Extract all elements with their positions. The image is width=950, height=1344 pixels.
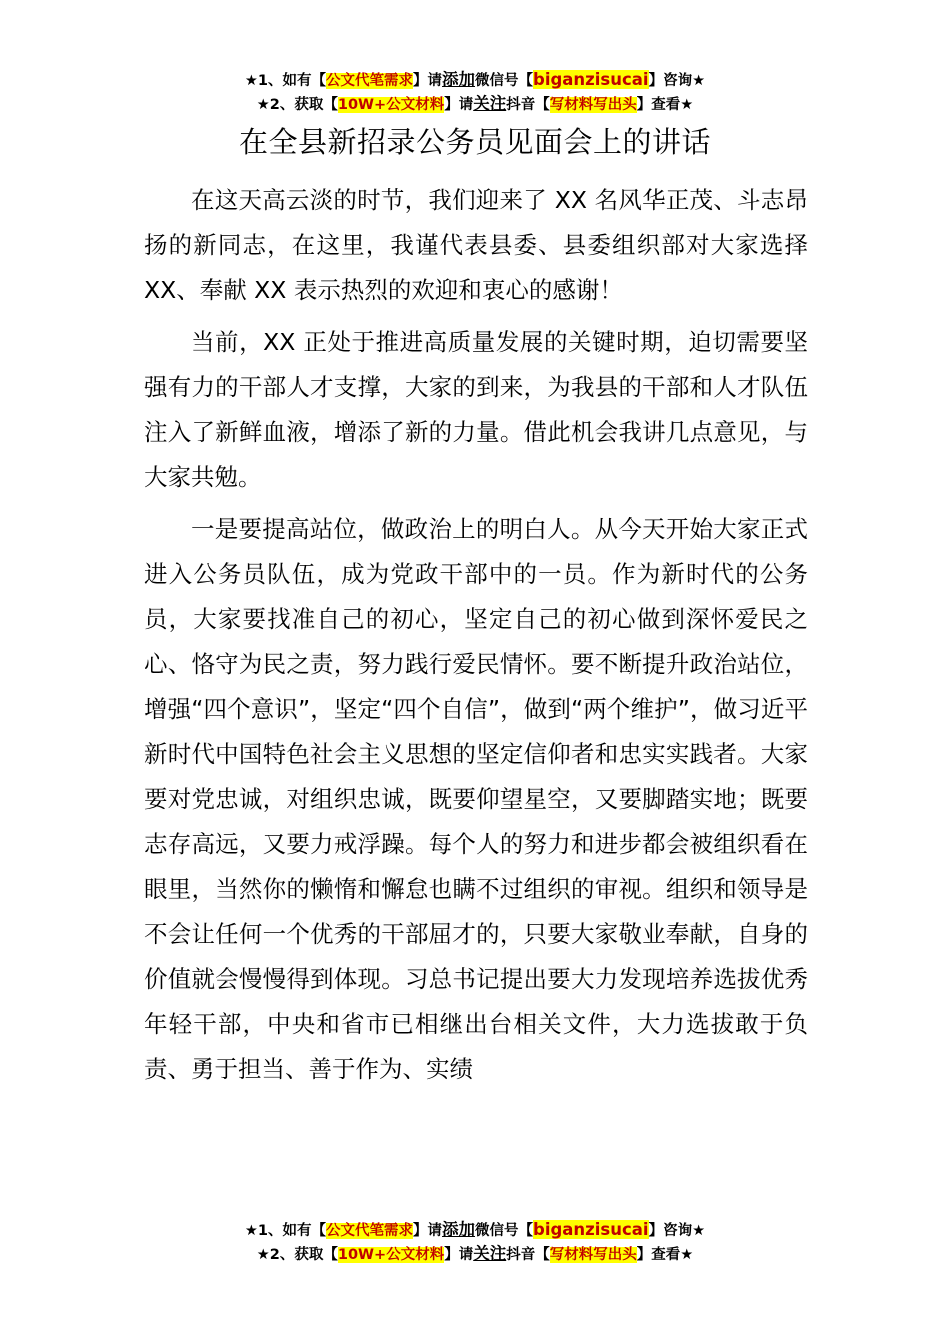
banner-text: 】咨询 xyxy=(648,73,693,89)
star-icon: ★ xyxy=(244,1223,258,1239)
banner-emphasis: 添加 xyxy=(442,70,476,89)
paragraph: 在这天高云淡的时节，我们迎来了 XX 名风华正茂、斗志昂扬的新同志，在这里，我谨代表县委、县委组织部对大家选择 XX、奉献 XX 表示热烈的欢迎和衷心的感谢！ xyxy=(144,186,808,304)
paragraph: 当前，XX 正处于推进高质量发展的关键时期，迫切需要坚强有力的干部人才支撑，大家的到来，为我县的干部和人才队伍注入了新鲜血液，增添了新的力量。借此机会我讲几点意见，与大家共勉。 xyxy=(144,328,808,491)
footer-banner xyxy=(0,1218,950,1266)
douyin-id: 写材料写出头 xyxy=(549,97,637,113)
banner-highlight: 公文代笔需求 xyxy=(326,73,414,89)
banner-text: 2、获取【 xyxy=(269,97,338,113)
star-icon: ★ xyxy=(256,97,270,113)
banner-text: 】咨询 xyxy=(648,1223,693,1239)
star-icon: ★ xyxy=(256,1247,270,1263)
banner-line-2 xyxy=(0,92,950,116)
banner-text: 】查看 xyxy=(636,1247,681,1263)
document-title: 在全县新招录公务员见面会上的讲话 xyxy=(238,125,711,159)
banner-highlight: 公文代笔需求 xyxy=(326,1223,414,1239)
document-body xyxy=(144,178,808,1099)
star-icon: ★ xyxy=(680,1247,694,1263)
banner-emphasis: 关注 xyxy=(473,94,507,113)
banner-text: 】请 xyxy=(413,1223,443,1239)
banner-text: 1、如有【 xyxy=(257,73,327,89)
banner-text: 】查看 xyxy=(636,97,681,113)
banner-text: 1、如有【 xyxy=(257,1223,327,1239)
banner-highlight: 10W+公文材料 xyxy=(337,97,445,113)
star-icon: ★ xyxy=(692,1223,706,1239)
banner-text: 抖音【 xyxy=(506,1247,550,1263)
banner-text: 微信号【 xyxy=(475,1223,534,1239)
star-icon: ★ xyxy=(680,97,694,113)
wechat-id: biganzisucai xyxy=(533,70,649,89)
banner-emphasis: 添加 xyxy=(442,1220,476,1239)
banner-text: 抖音【 xyxy=(506,97,550,113)
banner-text: 】请 xyxy=(413,73,443,89)
paragraph: 一是要提高站位，做政治上的明白人。从今天开始大家正式进入公务员队伍，成为党政干部中的一员。作为新时代的公务员，大家要找准自己的初心，坚定自己的初心做到深怀爱民之心、恪守为民之责，努力践行爱民情怀。要不断提升政治站位，增强“四个意识”，坚定“四个自信”，做到“两个维护”，做习近平新时代中国特色社会主义思想的坚定信仰者和忠实实践者。大家要对党忠诚，对组织忠诚，既要仰望星空，又要脚踏实地；既要志存高远，又要力戒浮躁。每个人的努力和进步都会被组织看在眼里，当然你的懒惰和懈怠也瞒不过组织的审视。组织和领导是不会让任何一个优秀的干部屈才的，只要大家敬业奉献，自身的价值就会慢慢得到体现。习总书记提出要大力发现培养选拔优秀年轻干部，中央和省市已相继出台相关文件，大力选拔敢于负责、勇于担当、善于作为、实绩 xyxy=(144,515,808,1083)
banner-line-1 xyxy=(0,68,950,92)
banner-text: 微信号【 xyxy=(475,73,534,89)
banner-line-1 xyxy=(0,1218,950,1242)
douyin-id: 写材料写出头 xyxy=(549,1247,637,1263)
star-icon: ★ xyxy=(244,73,258,89)
banner-text: 】请 xyxy=(444,97,474,113)
banner-line-2 xyxy=(0,1242,950,1266)
banner-emphasis: 关注 xyxy=(473,1244,507,1263)
star-icon: ★ xyxy=(692,73,706,89)
banner-highlight: 10W+公文材料 xyxy=(337,1247,445,1263)
header-banner xyxy=(0,68,950,116)
banner-text: 2、获取【 xyxy=(269,1247,338,1263)
wechat-id: biganzisucai xyxy=(533,1220,649,1239)
banner-text: 】请 xyxy=(444,1247,474,1263)
